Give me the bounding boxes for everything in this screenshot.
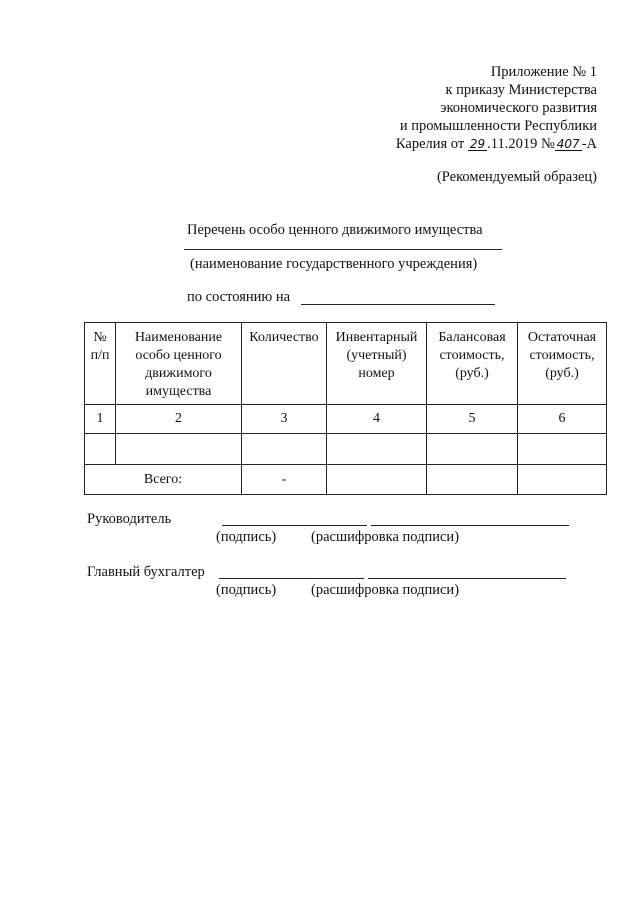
head-signature-line (222, 525, 367, 526)
number-suffix: -А (581, 136, 597, 152)
column-number-5: 5 (427, 405, 518, 434)
empty-cell (518, 465, 607, 495)
table-row (85, 434, 607, 465)
empty-cell (427, 465, 518, 495)
empty-cell (427, 434, 518, 465)
ministry-line: экономического развития (440, 100, 597, 116)
head-label: Руководитель (87, 511, 172, 527)
accountant-signature-caption: (подпись) (216, 582, 277, 598)
empty-cell (327, 465, 427, 495)
empty-cell (116, 434, 242, 465)
head-signature-caption: (подпись) (216, 529, 277, 545)
header-cell-name: Наименование особо ценного движимого имущества (116, 323, 242, 405)
column-number-3: 3 (242, 405, 327, 434)
date-prefix: Карелия от (395, 136, 465, 152)
empty-cell (518, 434, 607, 465)
institution-name-line (184, 249, 502, 250)
property-table (84, 322, 607, 495)
table-header-row (85, 323, 607, 405)
head-decode-caption: (расшифровка подписи) (311, 529, 460, 545)
header-cell-quantity: Количество (242, 323, 327, 405)
head-decode-line (371, 525, 569, 526)
appendix-title: Приложение № 1 (490, 64, 597, 80)
accountant-decode-line (368, 578, 566, 579)
order-reference-line: к приказу Министерства (445, 82, 597, 98)
accountant-decode-caption: (расшифровка подписи) (311, 582, 460, 598)
as-of-label: по состоянию на (187, 289, 291, 305)
accountant-label: Главный бухгалтер (87, 564, 205, 580)
header-cell-balance-value: Балансовая стоимость, (руб.) (427, 323, 518, 405)
column-number-1: 1 (85, 405, 116, 434)
column-number-4: 4 (327, 405, 427, 434)
empty-cell (327, 434, 427, 465)
total-label: Всего: (85, 465, 242, 495)
as-of-date-line (301, 304, 495, 305)
header-cell-residual-value: Остаточная стоимость, (руб.) (518, 323, 607, 405)
header-cell-inventory-number: Инвентарный (учетный) номер (327, 323, 427, 405)
empty-cell (242, 434, 327, 465)
republic-line: и промышленности Республики (399, 118, 597, 134)
institution-caption: (наименование государственного учреждения) (190, 256, 478, 272)
column-number-2: 2 (116, 405, 242, 434)
sample-note: (Рекомендуемый образец) (436, 169, 597, 185)
document-title: Перечень особо ценного движимого имущества (187, 222, 483, 238)
table-row (85, 405, 607, 434)
total-quantity: - (242, 465, 327, 495)
total-row (85, 465, 607, 495)
handwritten-day: 29 (469, 137, 486, 151)
empty-cell (85, 434, 116, 465)
order-date-number-line (396, 135, 597, 153)
date-middle: .11.2019 № (487, 136, 555, 152)
handwritten-order-number: 407 (556, 137, 580, 151)
accountant-signature-line (219, 578, 364, 579)
header-cell-number: № п/п (85, 323, 116, 405)
column-number-6: 6 (518, 405, 607, 434)
